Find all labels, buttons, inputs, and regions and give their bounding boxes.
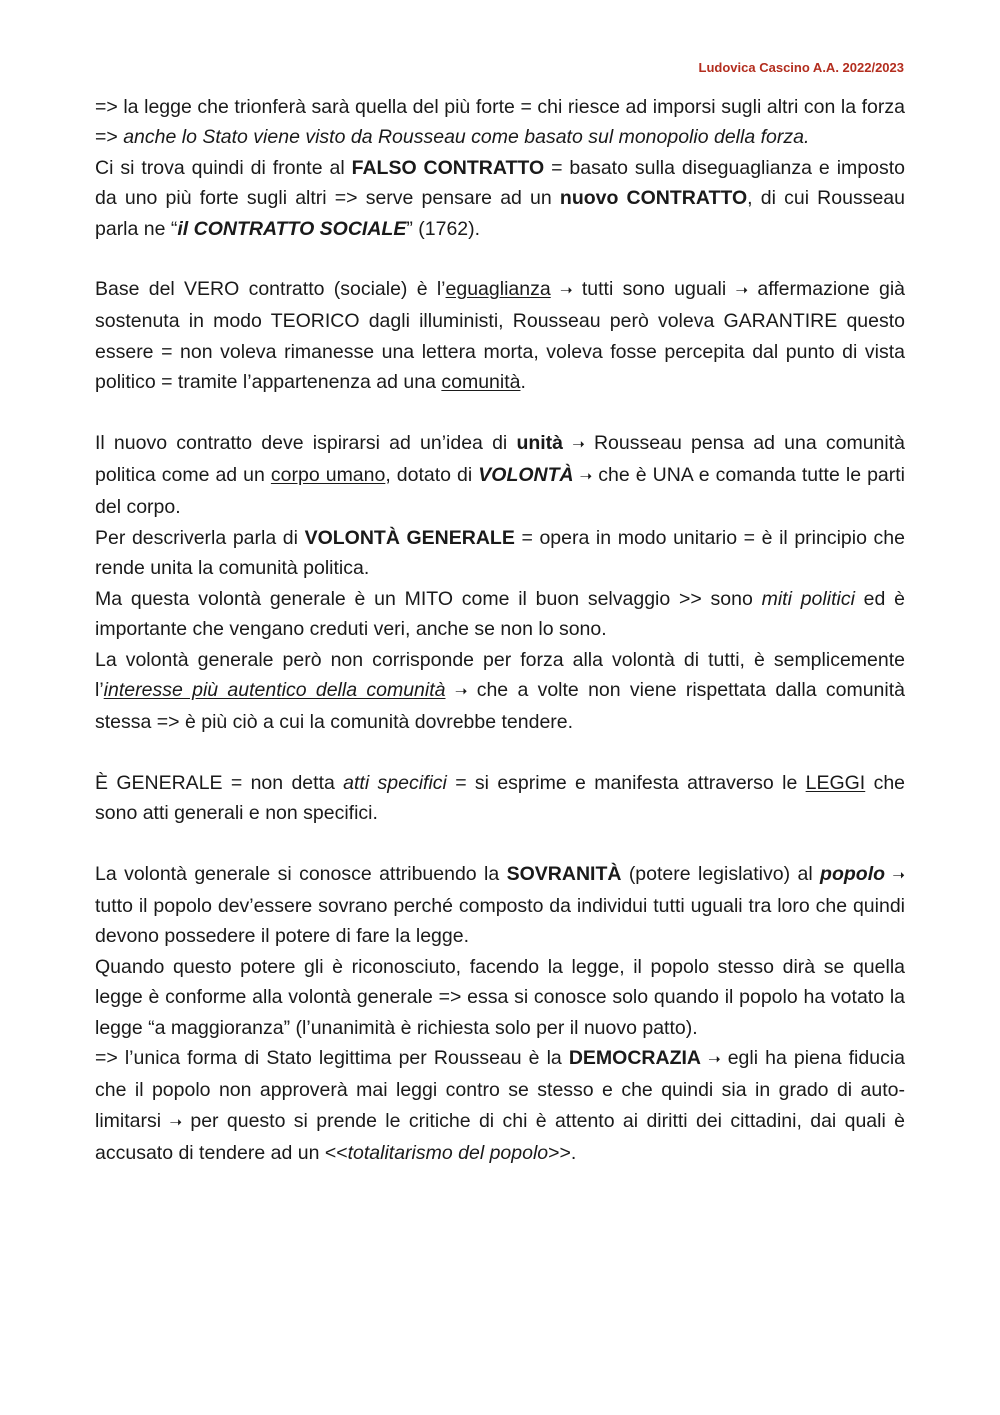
- text: La volontà generale si conosce attribuendo la: [95, 862, 507, 885]
- bold-text: unità: [516, 431, 564, 454]
- arrow-right-icon: ➝: [892, 866, 905, 884]
- bold-text: DEMOCRAZIA: [568, 1046, 701, 1069]
- text: , dotato di: [385, 464, 479, 487]
- paragraph-1: [95, 92, 905, 153]
- arrow-right-icon: ➝: [454, 682, 468, 700]
- text: Per descriverla parla di: [95, 526, 305, 549]
- italic-text: anche lo Stato viene visto da Rousseau come basato sul monopolio della forza.: [123, 126, 810, 149]
- paragraph-10: [95, 952, 905, 1043]
- text: È GENERALE = non detta: [95, 771, 344, 794]
- arrow-right-icon: ➝: [560, 282, 573, 300]
- italic-text: miti politici: [761, 587, 855, 610]
- arrow-right-icon: ➝: [735, 282, 749, 300]
- text: => l’unica forma di Stato legittima per Rousseau è la: [95, 1046, 569, 1069]
- arrow-right-icon: ➝: [708, 1050, 721, 1068]
- text: = opera in modo unitario = è il principio che rende unita la comunità politica.: [95, 526, 906, 580]
- page-header-author: Ludovica Cascino A.A. 2022/2023: [698, 60, 904, 75]
- paragraph-gap: [95, 829, 905, 859]
- text: che sono atti generali e non specifici.: [95, 771, 906, 825]
- arrow-right-icon: ➝: [169, 1113, 183, 1131]
- paragraph-7: [95, 645, 905, 738]
- text: egli ha piena fiducia che il popolo non approverà mai leggi contro se stesso e che quindi sia in grado di auto-limitarsi: [95, 1046, 905, 1132]
- underlined-italic-text: interesse più autentico della comunità: [103, 678, 446, 701]
- underlined-text: comunità: [441, 371, 521, 394]
- text: (potere legislativo) al: [621, 862, 821, 885]
- bold-text: nuovo CONTRATTO: [559, 187, 748, 210]
- paragraph-gap: [95, 398, 905, 428]
- bold-text: SOVRANITÀ: [506, 862, 622, 885]
- paragraph-9: [95, 859, 905, 952]
- text: La volontà generale però non corrisponde per forza alla volontà di tutti, è semplicemente l’: [95, 648, 905, 701]
- arrow-right-icon: ➝: [572, 435, 585, 453]
- document-body: [95, 92, 905, 1169]
- underlined-text: corpo umano: [270, 464, 386, 487]
- paragraph-gap: [95, 244, 905, 274]
- bold-italic-text: il CONTRATTO SOCIALE: [177, 217, 407, 240]
- text: Rousseau pensa ad una comunità politica come ad un: [95, 431, 905, 487]
- italic-text: totalitarismo del popolo: [347, 1142, 549, 1165]
- text: ed è importante che vengano creduti veri, anche se non lo sono.: [95, 587, 905, 641]
- paragraph-8: [95, 768, 905, 829]
- bold-italic-text: popolo: [820, 862, 886, 885]
- bold-text: FALSO CONTRATTO: [351, 156, 545, 179]
- paragraph-6: [95, 584, 905, 645]
- text: = basato sulla diseguaglianza e imposto da uno più forte sugli altri => serve pensare ad un: [95, 156, 905, 210]
- bold-text: VOLONTÀ GENERALE: [304, 526, 515, 549]
- paragraph-5: [95, 523, 905, 584]
- underlined-text: LEGGI: [805, 771, 866, 794]
- text: >>.: [548, 1142, 577, 1165]
- paragraph-2: [95, 153, 905, 244]
- text: per questo si prende le critiche di chi è attento ai diritti dei cittadini, dai quali è accusato di tendere ad un <<: [95, 1109, 905, 1165]
- paragraph-4: [95, 428, 905, 523]
- italic-text: atti specifici: [343, 771, 447, 794]
- text: Il nuovo contratto deve ispirarsi ad un’idea di: [95, 431, 517, 454]
- paragraph-3: [95, 274, 905, 398]
- text: .: [520, 371, 526, 394]
- underlined-text: eguaglianza: [445, 278, 551, 301]
- text: Ci si trova quindi di fronte al: [95, 156, 352, 179]
- text: che a volte non viene rispettata dalla comunità stessa => è più ciò a cui la comunità dovrebbe tendere.: [95, 678, 905, 734]
- arrow-right-icon: ➝: [579, 468, 593, 486]
- text: che è UNA e comanda tutte le parti del corpo.: [95, 464, 906, 519]
- text: ” (1762).: [406, 217, 481, 240]
- paragraph-gap: [95, 738, 905, 768]
- text: tutti sono uguali: [581, 278, 736, 301]
- text: Quando questo potere gli è riconosciuto, facendo la legge, il popolo stesso dirà se quella legge è conforme alla volontà generale => essa si conosce solo quando il popolo ha votato la legge “a maggioranza” (l’unanimità è richiesta solo per il nuovo patto).: [95, 955, 905, 1039]
- paragraph-11: [95, 1043, 905, 1169]
- bold-italic-text: VOLONTÀ: [478, 464, 574, 487]
- text: Base del VERO contratto (sociale) è l’: [95, 278, 446, 301]
- text: affermazione già sostenuta in modo TEORICO dagli illuministi, Rousseau però voleva GARANTIRE questo essere = non voleva rimanesse una lettera morta, voleva fosse percepita dal punto di vista politico = tramite l’appartenenza ad una: [95, 278, 906, 394]
- text: = si esprime e manifesta attraverso le: [446, 771, 806, 794]
- text: Ma questa volontà generale è un MITO come il buon selvaggio >> sono: [95, 587, 762, 610]
- text: => la legge che trionferà sarà quella del più forte = chi riesce ad imporsi sugli altri con la forza =>: [95, 96, 905, 149]
- text: , di cui Rousseau parla ne “: [95, 187, 905, 240]
- text: tutto il popolo dev’essere sovrano perché composto da individui tutti uguali tra loro che quindi devono possedere il potere di fare la legge.: [95, 894, 905, 948]
